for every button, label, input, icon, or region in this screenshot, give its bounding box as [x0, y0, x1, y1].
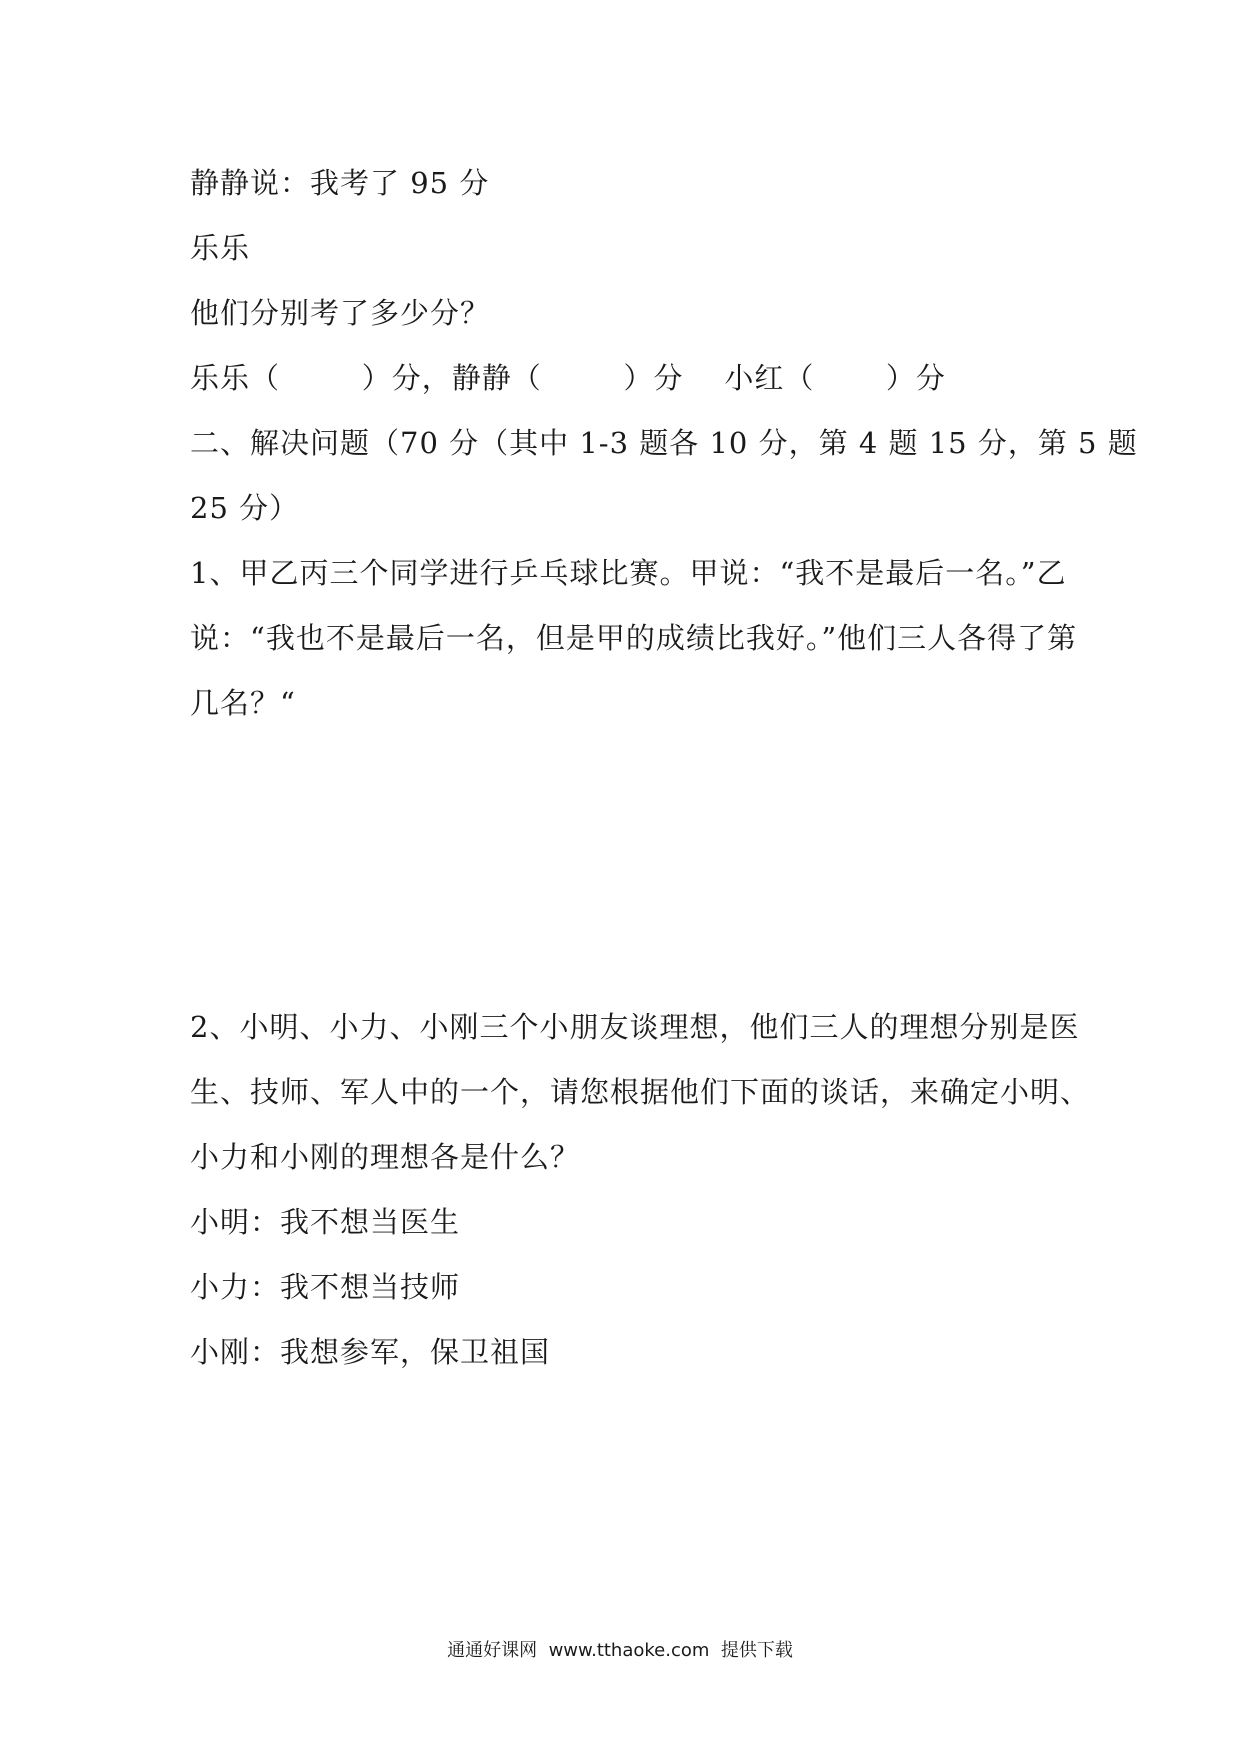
page-footer: 通通好课网 www.tthaoke.com 提供下载	[447, 1640, 793, 1661]
line-lele: 乐乐	[190, 231, 251, 265]
problem-1-line-3: 几名？“	[190, 686, 296, 720]
problem-1-line-1: 1、甲乙丙三个同学进行乒乓球比赛。甲说：“我不是最后一名。”乙	[190, 556, 1067, 590]
line-jingjing-score: 静静说：我考了 95 分	[190, 166, 490, 200]
statement-xiaogang: 小刚：我想参军，保卫祖国	[190, 1335, 551, 1369]
line-question: 他们分别考了多少分？	[190, 296, 491, 330]
problem-2-line-2: 生、技师、军人中的一个，请您根据他们下面的谈话，来确定小明、	[190, 1075, 1091, 1109]
section-heading-cont: 25 分）	[190, 491, 300, 525]
problem-2-line-1: 2、小明、小力、小刚三个小朋友谈理想，他们三人的理想分别是医	[190, 1010, 1080, 1044]
statement-xiaoli: 小力：我不想当技师	[190, 1270, 461, 1304]
line-answer-blanks: 乐乐（ ）分，静静（ ）分 小红（ ）分	[190, 361, 946, 395]
statement-xiaoming: 小明：我不想当医生	[190, 1205, 461, 1239]
problem-2-line-3: 小力和小刚的理想各是什么？	[190, 1140, 581, 1174]
section-heading: 二、解决问题（70 分（其中 1-3 题各 10 分，第 4 题 15 分，第 5 题	[190, 426, 1138, 460]
problem-1-line-2: 说：“我也不是最后一名，但是甲的成绩比我好。”他们三人各得了第	[190, 621, 1078, 655]
